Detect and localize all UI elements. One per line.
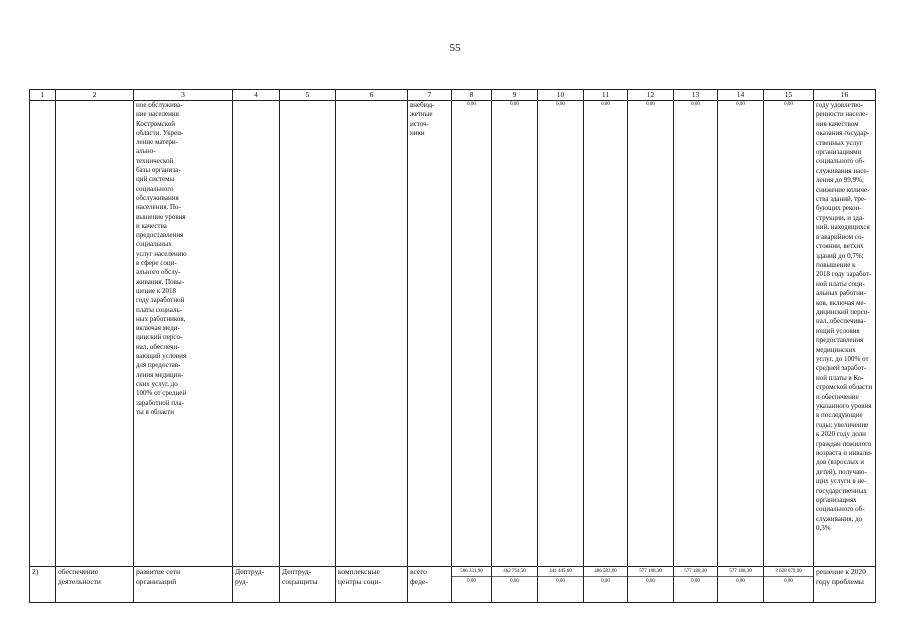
text-line: указанного уровня <box>816 402 872 410</box>
text-line: альных работни- <box>816 289 867 298</box>
text-line: нал, обеспечива- <box>816 317 866 326</box>
text-line: дов (взрослых и <box>816 458 864 467</box>
text-line: годы; увеличение <box>816 420 869 429</box>
text-line: ты в области <box>136 407 174 416</box>
text-line: Костромской <box>136 119 175 128</box>
text-line: услуг, до 100% от <box>816 354 869 363</box>
text-line: социального об- <box>816 505 865 514</box>
text-line: возраста и инвали- <box>816 449 873 458</box>
amount-cell: 0,00 <box>764 101 814 567</box>
column-header: 10 <box>538 90 584 101</box>
text-line: повышение к <box>816 260 856 269</box>
cell-2 <box>56 567 134 603</box>
text-line: стромской области <box>816 383 873 392</box>
text-line: области. Укреп- <box>136 128 184 137</box>
amount-cell: 441 445,60 0,00 <box>538 567 584 603</box>
amount-cell: 0,00 <box>628 101 674 567</box>
cell-7 <box>408 567 452 603</box>
text-line: ренности населе- <box>816 110 868 119</box>
text-line: ских услуг, до <box>136 379 178 388</box>
text-line: ной платы в Ко- <box>816 373 864 382</box>
amount-cell: 0,00 <box>492 101 538 567</box>
cell-4 <box>233 567 280 603</box>
text-line: стоянии, ветхих <box>816 242 864 251</box>
column-header: 8 <box>452 90 492 101</box>
table-row <box>30 101 876 567</box>
text-line: организаций <box>136 576 177 586</box>
text-line: платы социаль- <box>136 305 182 314</box>
text-line: детей), получаю- <box>816 467 867 476</box>
cell-3 <box>134 101 233 567</box>
text-line: деятельности <box>58 576 101 586</box>
header-row <box>30 90 876 101</box>
column-header: 14 <box>718 90 764 101</box>
amount-cell: 0,00 <box>584 101 628 567</box>
text-line: социального <box>136 184 174 193</box>
text-line: феде- <box>410 576 428 586</box>
text-line: заработной пла- <box>136 398 184 407</box>
text-line: обслуживания <box>136 193 179 202</box>
column-header: 2 <box>56 90 134 101</box>
text-line: развитие сети <box>136 567 181 576</box>
text-line: всего <box>410 567 427 576</box>
text-line: Дептруд- <box>282 567 312 576</box>
text-line: медицинских <box>816 345 856 354</box>
cell-4 <box>233 101 280 567</box>
column-header: 11 <box>584 90 628 101</box>
text-line: 0,3% <box>816 524 831 533</box>
text-line: живания. Повы- <box>136 277 185 286</box>
text-line: вающий условия <box>136 352 187 361</box>
amount-cell: 577 188,30 0,00 <box>674 567 718 603</box>
text-line: предоставления <box>816 336 864 345</box>
cell-2 <box>56 101 134 567</box>
table-row <box>30 567 876 603</box>
text-line: бующих рекон- <box>816 204 862 213</box>
cell-3 <box>134 567 233 603</box>
cell-5 <box>280 567 336 603</box>
text-line: источ- <box>410 119 429 128</box>
text-line: государственных <box>816 486 867 495</box>
text-line: граждан пожилого <box>816 439 872 448</box>
text-line: зданий до 0,7%; <box>816 251 864 260</box>
amount-cell: 3 628 679,90 0,00 <box>764 567 814 603</box>
text-line: соцзащиты <box>282 576 318 586</box>
cell-6 <box>336 567 408 603</box>
text-line: в сфере соци- <box>136 259 177 268</box>
text-line: цинский персо- <box>136 333 183 342</box>
text-line: ное обслужива- <box>136 101 183 109</box>
text-line: году заработной <box>136 296 185 305</box>
text-line: ники <box>410 128 425 137</box>
amount-cell: 577 188,30 0,00 <box>628 567 674 603</box>
text-line: 100% от средней <box>136 389 187 398</box>
text-line: году удовлетво- <box>816 101 863 109</box>
text-line: обеспечение <box>58 567 98 576</box>
text-line: ния качеством <box>816 119 859 128</box>
text-line: решение к 2020 <box>816 567 866 576</box>
text-line: ций системы <box>136 175 175 184</box>
text-line: услуг населению <box>136 249 187 258</box>
amount-cell: 462 754,50 0,00 <box>492 567 538 603</box>
column-header: 9 <box>492 90 538 101</box>
column-header: 3 <box>134 90 233 101</box>
text-line: ной платы соци- <box>816 279 865 288</box>
amount-cell: 0,00 <box>674 101 718 567</box>
text-line: комплексные <box>338 567 380 576</box>
text-line: внебюд- <box>410 101 435 109</box>
text-line: жетные <box>410 110 433 119</box>
text-line: к 2020 году доли <box>816 430 866 439</box>
column-header: 15 <box>764 90 814 101</box>
text-line: ние населения <box>136 110 179 119</box>
amount-cell: 506 331,90 0,00 <box>452 567 492 603</box>
text-line: предоставления <box>136 231 184 240</box>
text-line: в последующие <box>816 411 863 420</box>
text-line: организациях <box>816 496 857 505</box>
cell-16 <box>814 567 876 603</box>
text-line: Дептруд- <box>235 567 265 576</box>
column-header: 13 <box>674 90 718 101</box>
text-line: ления до 99,9%; <box>816 176 864 185</box>
text-line: шение к 2018 <box>136 286 176 295</box>
cell-5 <box>280 101 336 567</box>
text-line: ний, находящихся <box>816 223 870 232</box>
cell-7 <box>408 101 452 567</box>
text-line: вышение уровня <box>136 212 186 221</box>
column-header: 6 <box>336 90 408 101</box>
text-line: году проблемы <box>816 576 864 586</box>
amount-cell: 577 188,30 0,00 <box>718 567 764 603</box>
text-line: ства зданий, тре- <box>816 195 867 204</box>
column-header: 7 <box>408 90 452 101</box>
text-line: снижение количе- <box>816 185 870 194</box>
text-line: и качества <box>136 221 167 230</box>
page-number: 55 <box>449 42 461 54</box>
text-line: центры соци- <box>338 576 381 586</box>
text-line: технической <box>136 156 174 165</box>
cell-16 <box>814 101 876 567</box>
text-line: ющий условия <box>816 326 860 335</box>
amount-cell: 0,00 <box>538 101 584 567</box>
text-line: оказания государ- <box>816 129 870 138</box>
text-line: организациями <box>816 148 862 157</box>
amount-cell: 0,00 <box>452 101 492 567</box>
text-line: и обеспечение <box>816 392 859 401</box>
column-header: 5 <box>280 90 336 101</box>
text-line: социального об- <box>816 157 865 166</box>
amount-cell: 486 583,00 0,00 <box>584 567 628 603</box>
text-line: средней заработ- <box>816 364 867 373</box>
text-line: служивания насе- <box>816 166 869 175</box>
cell-6 <box>336 101 408 567</box>
text-line: базы организа- <box>136 166 181 175</box>
column-header: 12 <box>628 90 674 101</box>
column-header: 4 <box>233 90 280 101</box>
column-header: 16 <box>814 90 876 101</box>
text-line: ков, включая ме- <box>816 298 866 307</box>
column-header: 1 <box>30 90 56 101</box>
text-line: социальных <box>136 240 172 249</box>
program-table <box>29 89 876 603</box>
text-line: ально- <box>136 147 156 156</box>
cell-1 <box>30 101 56 567</box>
text-line: ных работников, <box>136 314 186 323</box>
amount-cell: 0,00 <box>718 101 764 567</box>
text-line: руд- <box>235 576 249 586</box>
row-number: 2) <box>30 567 56 603</box>
text-line: дицинский персо- <box>816 307 870 316</box>
text-line: щих услуги в не- <box>816 477 867 486</box>
text-line: служивания, до <box>816 514 863 523</box>
text-line: струкции, и зда- <box>816 213 865 222</box>
text-line: в аварийном со- <box>816 232 864 241</box>
text-line: ального обслу- <box>136 268 181 277</box>
text-line: ственных услуг <box>816 138 863 147</box>
text-line: ления медицин- <box>136 370 184 379</box>
text-line: 2018 году заработ- <box>816 270 872 279</box>
text-line: населения. По- <box>136 203 181 212</box>
text-line: нал, обеспечи- <box>136 342 180 351</box>
text-line: ление матери- <box>136 138 178 147</box>
text-line: для предостав- <box>136 361 181 370</box>
text-line: включая меди- <box>136 324 180 333</box>
